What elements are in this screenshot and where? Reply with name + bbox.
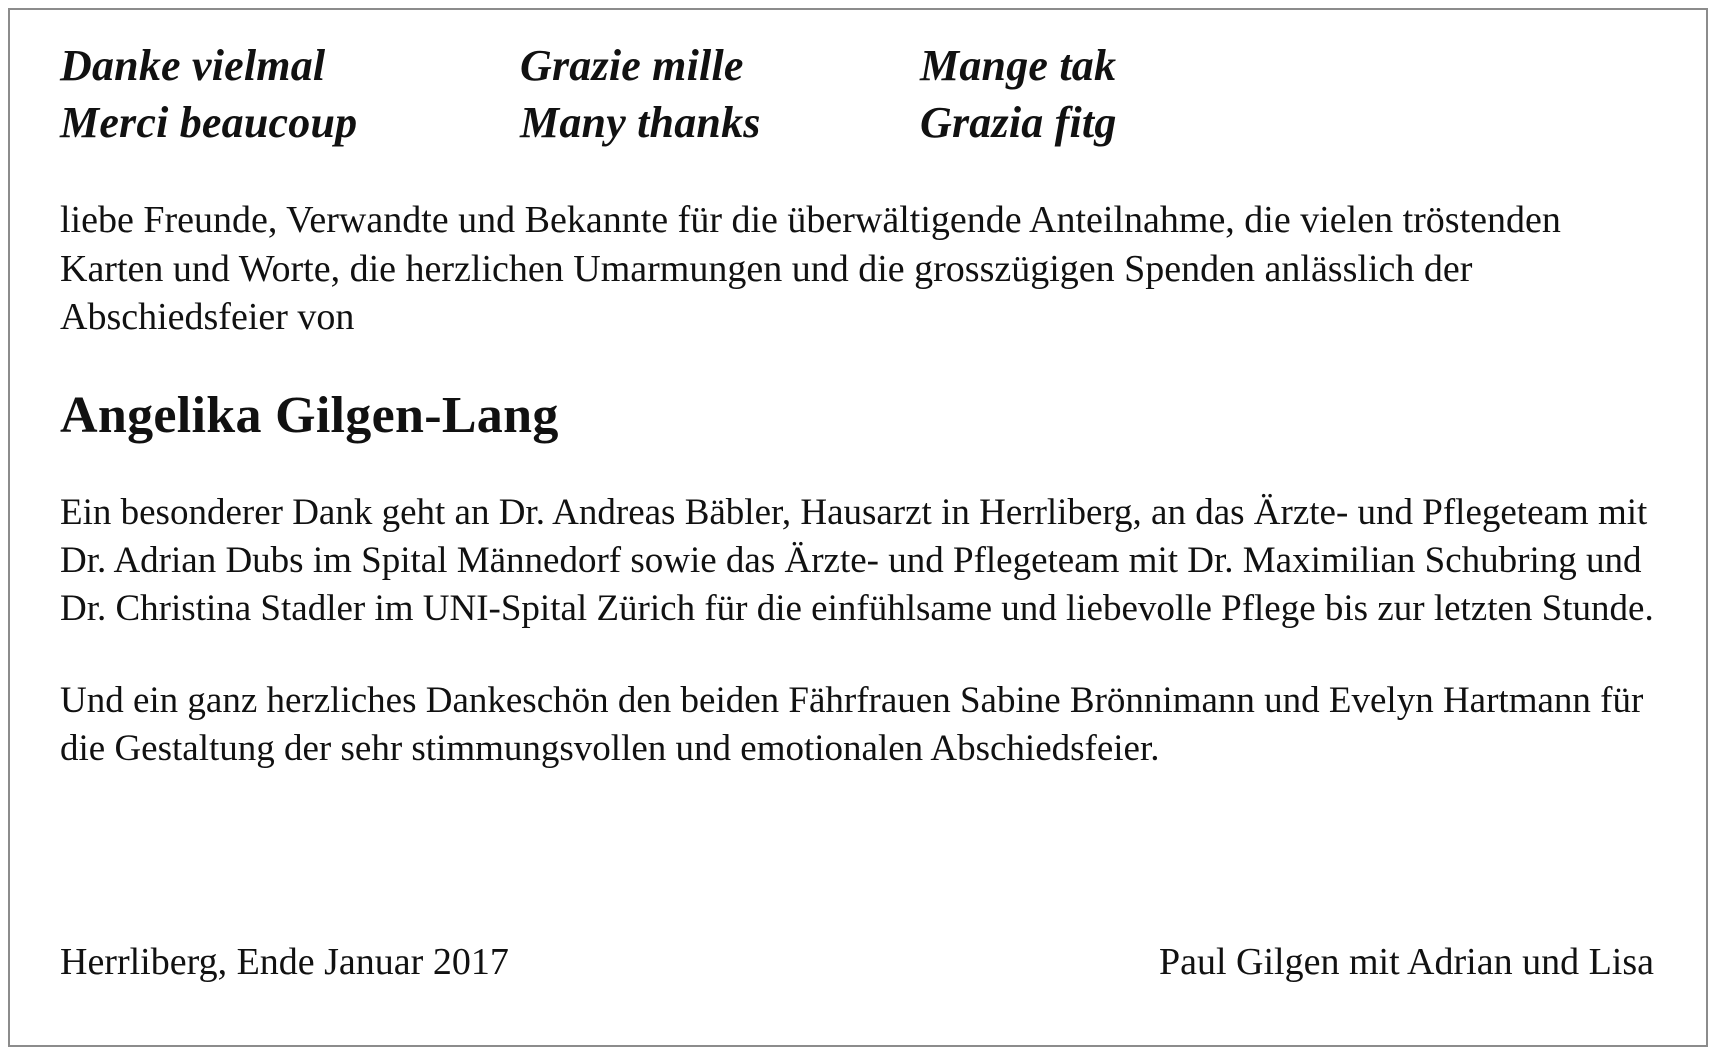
place-date: Herrliberg, Ende Januar 2017 (60, 941, 509, 983)
intro-paragraph: liebe Freunde, Verwandte und Bekannte für die überwältigende Anteilnahme, die vielen tröstenden Karten und Worte, die herzlichen Umarmungen und die grosszügigen Spenden anlässlich der Abschiedsfeier von (60, 199, 1561, 339)
card-content (60, 38, 1666, 773)
thanks-grid (60, 38, 1666, 150)
thanks-doctors-paragraph: Ein besonderer Dank geht an Dr. Andreas Bäbler, Hausarzt in Herrliberg, an das Ärzte- und Pflegeteam mit Dr. Adrian Dubs im Spital Männedorf sowie das Ärzte- und Pflegeteam mit Dr. Maximilian Schubring und Dr. Christina Stadler im UNI-Spital Zürich für die einfühlsame und liebevolle Pflege bis zur letzten Stunde. (60, 491, 1654, 630)
deceased-name: Angelika Gilgen-Lang (60, 386, 559, 444)
thanks-ceremony-paragraph: Und ein ganz herzliches Dankeschön den beiden Fährfrauen Sabine Brönnimann und Evelyn Hartmann für die Gestaltung der sehr stimmungsvollen und emotionalen Abschiedsfeier. (60, 680, 1644, 770)
thanks-da: Mange tak (920, 41, 1117, 90)
footer (60, 940, 1654, 984)
obituary-card (8, 8, 1708, 1047)
thanks-fr: Merci beaucoup (60, 98, 358, 147)
thanks-rm: Grazia fitg (920, 98, 1117, 147)
thanks-en: Many thanks (520, 98, 761, 147)
signature: Paul Gilgen mit Adrian und Lisa (1158, 941, 1654, 983)
thanks-it: Grazie mille (520, 41, 744, 90)
thanks-de: Danke vielmal (60, 41, 326, 90)
